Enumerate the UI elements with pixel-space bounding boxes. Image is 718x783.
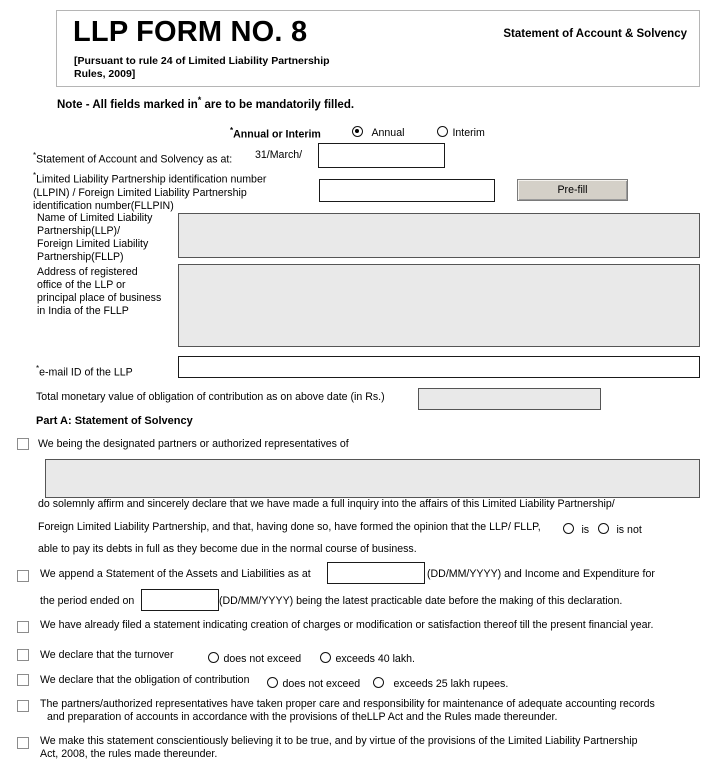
- radio-opinion-is-not[interactable]: [598, 520, 642, 538]
- radio-turnover-exceeds[interactable]: [320, 649, 415, 667]
- radio-obligation-exceeds-indicator[interactable]: [373, 677, 384, 688]
- address-input[interactable]: [178, 264, 700, 347]
- statement-date-fixed-part: 31/March/: [255, 149, 303, 161]
- declaration-6-line-1: The partners/authorized representatives have taken proper care and responsibility for maintenance of adequate accounting records: [40, 698, 655, 710]
- radio-interim-indicator[interactable]: [437, 126, 448, 137]
- radio-obligation-does-not-exceed-label: does not exceed: [282, 678, 361, 690]
- page-title: LLP FORM NO. 8: [73, 16, 308, 48]
- contribution-total-input[interactable]: [418, 388, 601, 410]
- declaration-7-line-1: We make this statement conscientiously believing it to be true, and by virtue of the provisions of the Limited Liability Partnership: [40, 735, 638, 747]
- checkbox-declaration-4[interactable]: [17, 649, 29, 661]
- declaration-2-text-d: (DD/MM/YYYY) being the latest practicable date before the making of this declaration.: [219, 595, 623, 607]
- declaration-7-line-2: Act, 2008, the rules made thereunder.: [40, 748, 218, 760]
- email-label: *e-mail ID of the LLP: [36, 364, 133, 379]
- declaration-1-text: We being the designated partners or authorized representatives of: [38, 438, 349, 450]
- radio-annual-label: Annual: [371, 127, 405, 139]
- radio-opinion-is-label: is: [581, 524, 590, 536]
- statement-date-input[interactable]: [318, 143, 445, 168]
- declaration-3-text: We have already filed a statement indicating creation of charges or modification or satisfaction thereof till the present financial year.: [40, 619, 654, 631]
- declaration-2-text-c: the period ended on: [40, 595, 135, 607]
- checkbox-declaration-7[interactable]: [17, 737, 29, 749]
- radio-turnover-exceeds-indicator[interactable]: [320, 652, 331, 663]
- required-asterisk-icon: *: [33, 171, 37, 180]
- radio-turnover-does-not-exceed-indicator[interactable]: [208, 652, 219, 663]
- email-input[interactable]: [178, 356, 700, 378]
- checkbox-declaration-5[interactable]: [17, 674, 29, 686]
- form-subtitle: [Pursuant to rule 24 of Limited Liability Partnership Rules, 2009]: [74, 55, 330, 80]
- pre-fill-button[interactable]: Pre-fill: [517, 179, 628, 201]
- declaration-2-text-a: We append a Statement of the Assets and Liabilities as at: [40, 568, 311, 580]
- radio-opinion-is-not-indicator[interactable]: [598, 523, 609, 534]
- declaration-6-line-2: and preparation of accounts in accordance with the provisions of theLLP Act and the Rules made thereunder.: [47, 711, 558, 723]
- checkbox-declaration-1[interactable]: [17, 438, 29, 450]
- radio-opinion-is-indicator[interactable]: [563, 523, 574, 534]
- required-asterisk-icon: *: [230, 126, 234, 135]
- part-a-heading: Part A: Statement of Solvency: [36, 415, 193, 427]
- llp-name-input[interactable]: [178, 213, 700, 258]
- required-asterisk-icon: *: [36, 364, 40, 373]
- note-suffix: are to be mandatorily filled.: [204, 98, 355, 111]
- declaration-1-closing-line: able to pay its debts in full as they become due in the normal course of business.: [38, 543, 417, 555]
- annual-or-interim-label: *Annual or Interim: [230, 126, 321, 141]
- declaration-6-text: [40, 698, 705, 724]
- address-label: Address of registered office of the LLP or principal place of business in India of the FLLP: [37, 266, 162, 317]
- radio-turnover-does-not-exceed[interactable]: [208, 649, 301, 667]
- declaration-2-text-b: (DD/MM/YYYY) and Income and Expenditure for: [427, 568, 655, 580]
- statement-date-label: *Statement of Account and Solvency as at:: [33, 151, 233, 166]
- radio-annual-indicator[interactable]: [352, 126, 363, 137]
- radio-interim[interactable]: [437, 123, 485, 141]
- radio-turnover-does-not-exceed-label: does not exceed: [223, 653, 302, 665]
- radio-obligation-exceeds-label: exceeds 25 lakh rupees.: [393, 678, 509, 690]
- declaration-1-opinion-prefix: Foreign Limited Liability Partnership, and that, having done so, have formed the opinion that the LLP/ FLLP,: [38, 521, 541, 533]
- header-right-title: Statement of Account & Solvency: [503, 28, 687, 40]
- radio-turnover-exceeds-label: exceeds 40 lakh.: [335, 653, 415, 665]
- required-asterisk-icon: *: [33, 151, 37, 160]
- declaration-7-text: [40, 735, 705, 761]
- radio-obligation-does-not-exceed-indicator[interactable]: [267, 677, 278, 688]
- declaration-4-text: We declare that the turnover: [40, 649, 174, 661]
- contribution-total-label: Total monetary value of obligation of contribution as on above date (in Rs.): [36, 391, 385, 403]
- llpin-input[interactable]: [319, 179, 495, 202]
- checkbox-declaration-6[interactable]: [17, 700, 29, 712]
- radio-obligation-exceeds[interactable]: [373, 674, 508, 692]
- checkbox-declaration-3[interactable]: [17, 621, 29, 633]
- assets-date-input[interactable]: [327, 562, 425, 584]
- note-prefix: Note - All fields marked in: [57, 98, 198, 111]
- mandatory-note: [57, 95, 354, 111]
- llp-name-label: Name of Limited Liability Partnership(LLP)/ Foreign Limited Liability Partnership(FLLP): [37, 212, 153, 263]
- form-header-box: [56, 10, 700, 87]
- period-ended-date-input[interactable]: [141, 589, 219, 611]
- radio-opinion-is[interactable]: [563, 520, 589, 538]
- asterisk-marker-icon: *: [197, 95, 202, 105]
- radio-annual[interactable]: [352, 123, 404, 141]
- radio-obligation-does-not-exceed[interactable]: [267, 674, 360, 692]
- llpin-label: *Limited Liability Partnership identification number (LLPIN) / Foreign Limited Liability Partnership identification number(FLLPIN): [33, 171, 267, 212]
- radio-opinion-is-not-label: is not: [616, 524, 642, 536]
- radio-interim-label: Interim: [452, 127, 485, 139]
- declaration-1-affirm-line: do solemnly affirm and sincerely declare that we have made a full inquiry into the affairs of this Limited Liability Partnership/: [38, 498, 615, 510]
- declaration-5-text: We declare that the obligation of contribution: [40, 674, 250, 686]
- checkbox-declaration-2[interactable]: [17, 570, 29, 582]
- declaration-1-partners-input[interactable]: [45, 459, 700, 498]
